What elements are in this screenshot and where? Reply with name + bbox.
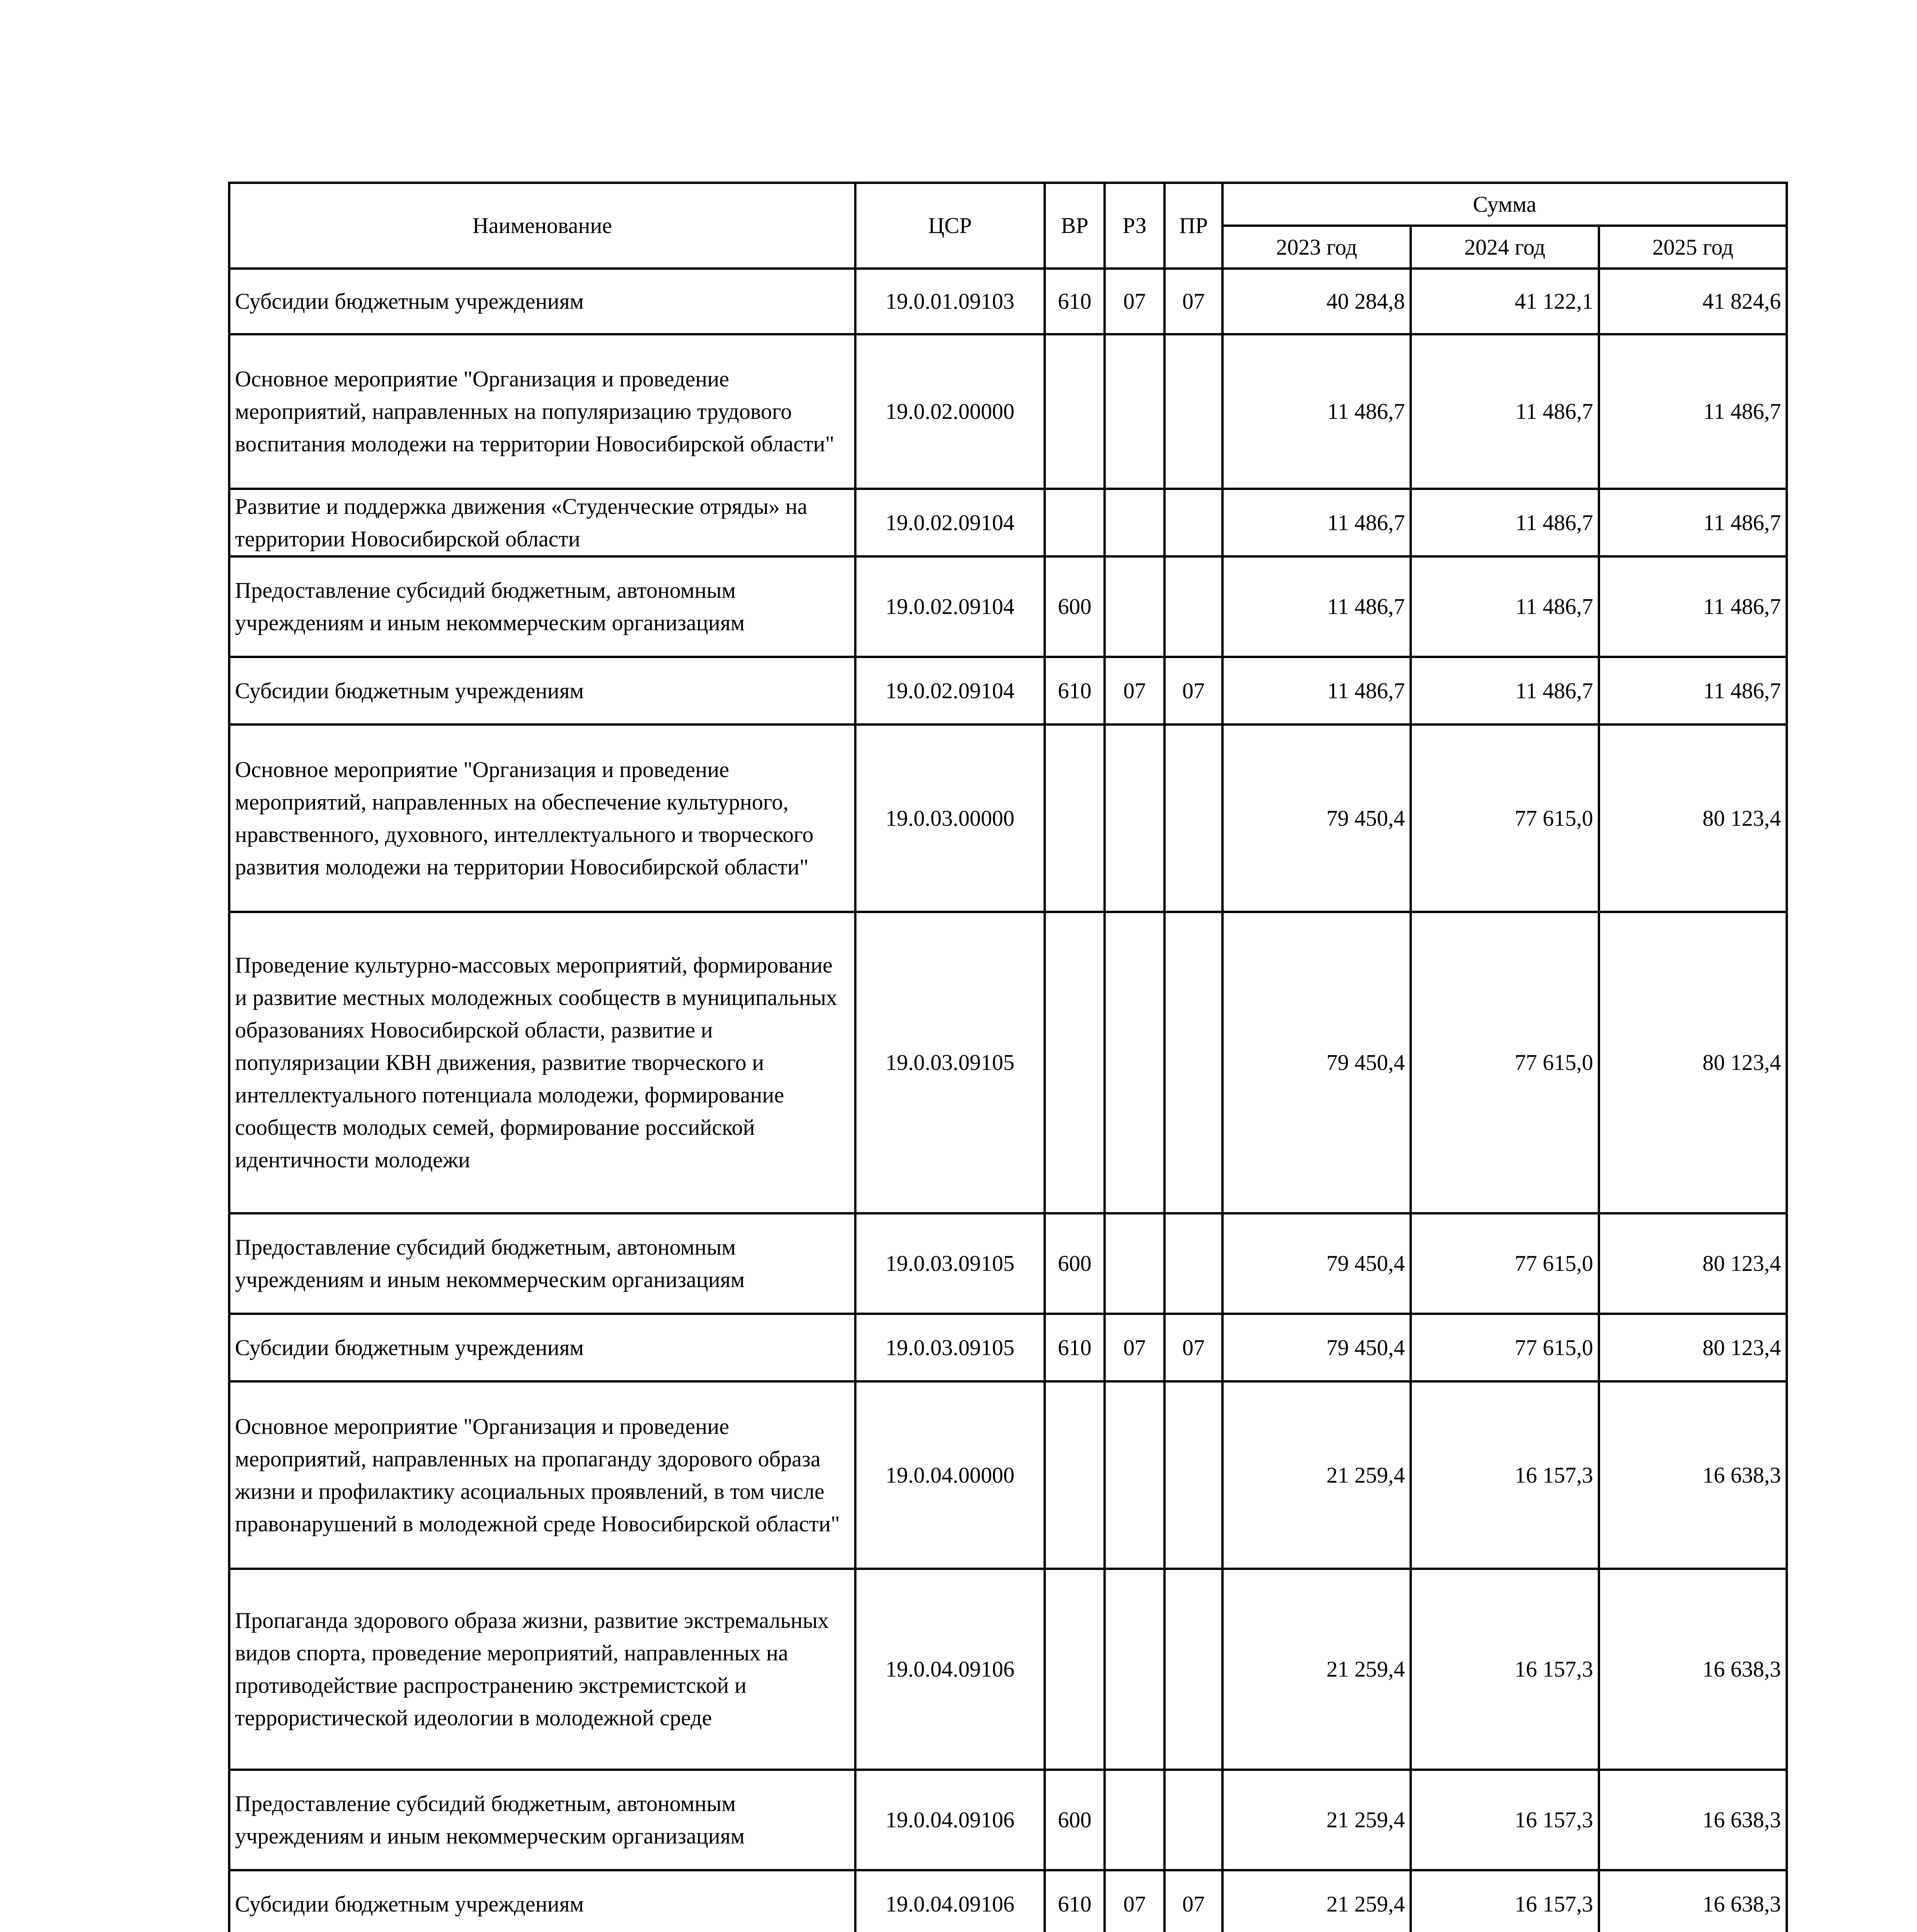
header-year-2025: 2025 год — [1599, 226, 1787, 269]
cell-pr — [1165, 1770, 1222, 1870]
table-row — [229, 912, 1787, 1213]
cell-y2023: 79 450,4 — [1222, 724, 1411, 912]
cell-y2023: 21 259,4 — [1222, 1569, 1411, 1770]
table-row — [229, 1770, 1787, 1870]
table-row — [229, 1213, 1787, 1314]
cell-y2023: 40 284,8 — [1222, 269, 1411, 334]
cell-y2024: 16 157,3 — [1411, 1770, 1599, 1870]
cell-csr: 19.0.02.00000 — [855, 334, 1045, 489]
table-row — [229, 1381, 1787, 1569]
cell-y2023: 79 450,4 — [1222, 912, 1411, 1213]
header-year-2024: 2024 год — [1411, 226, 1599, 269]
cell-rz: 07 — [1105, 657, 1165, 724]
cell-csr: 19.0.03.09105 — [855, 1314, 1045, 1381]
cell-rz — [1105, 724, 1165, 912]
cell-pr — [1165, 556, 1222, 657]
cell-csr: 19.0.02.09104 — [855, 657, 1045, 724]
cell-csr: 19.0.04.09106 — [855, 1770, 1045, 1870]
table-row — [229, 334, 1787, 489]
cell-y2023: 11 486,7 — [1222, 556, 1411, 657]
cell-rz — [1105, 1770, 1165, 1870]
cell-vr: 600 — [1045, 1770, 1105, 1870]
header-vr: ВР — [1045, 183, 1105, 269]
cell-y2023: 11 486,7 — [1222, 334, 1411, 489]
cell-vr — [1045, 1569, 1105, 1770]
cell-y2024: 16 157,3 — [1411, 1381, 1599, 1569]
header-year-2023: 2023 год — [1222, 226, 1411, 269]
cell-csr: 19.0.02.09104 — [855, 556, 1045, 657]
cell-name: Субсидии бюджетным учреждениям — [229, 657, 855, 724]
header-name: Наименование — [229, 183, 855, 269]
cell-name: Предоставление субсидий бюджетным, автономным учреждениям и иным некоммерческим организациям — [229, 1213, 855, 1314]
cell-pr — [1165, 489, 1222, 556]
cell-name: Субсидии бюджетным учреждениям — [229, 269, 855, 334]
cell-vr — [1045, 334, 1105, 489]
table-row — [229, 269, 1787, 334]
cell-y2023: 79 450,4 — [1222, 1213, 1411, 1314]
table-body — [229, 269, 1787, 1932]
cell-y2025: 16 638,3 — [1599, 1770, 1787, 1870]
cell-rz: 07 — [1105, 1870, 1165, 1932]
cell-y2025: 16 638,3 — [1599, 1870, 1787, 1932]
cell-y2024: 11 486,7 — [1411, 556, 1599, 657]
table-row — [229, 556, 1787, 657]
header-pr: ПР — [1165, 183, 1222, 269]
cell-y2023: 11 486,7 — [1222, 657, 1411, 724]
cell-y2024: 11 486,7 — [1411, 334, 1599, 489]
cell-vr — [1045, 489, 1105, 556]
cell-y2023: 11 486,7 — [1222, 489, 1411, 556]
cell-name: Субсидии бюджетным учреждениям — [229, 1314, 855, 1381]
cell-vr: 610 — [1045, 657, 1105, 724]
cell-y2024: 77 615,0 — [1411, 724, 1599, 912]
cell-rz — [1105, 1569, 1165, 1770]
cell-y2024: 77 615,0 — [1411, 1314, 1599, 1381]
cell-csr: 19.0.03.09105 — [855, 912, 1045, 1213]
header-sum: Сумма — [1222, 183, 1787, 226]
table-row — [229, 1870, 1787, 1932]
table-row — [229, 489, 1787, 556]
cell-rz — [1105, 1381, 1165, 1569]
budget-table — [228, 182, 1788, 1932]
cell-pr — [1165, 1381, 1222, 1569]
cell-pr — [1165, 912, 1222, 1213]
cell-vr: 600 — [1045, 556, 1105, 657]
cell-rz: 07 — [1105, 1314, 1165, 1381]
table-row — [229, 1569, 1787, 1770]
table-row — [229, 724, 1787, 912]
cell-y2024: 11 486,7 — [1411, 657, 1599, 724]
cell-y2023: 21 259,4 — [1222, 1870, 1411, 1932]
cell-y2023: 79 450,4 — [1222, 1314, 1411, 1381]
cell-y2024: 16 157,3 — [1411, 1870, 1599, 1932]
cell-y2025: 11 486,7 — [1599, 556, 1787, 657]
cell-vr — [1045, 1381, 1105, 1569]
cell-csr: 19.0.02.09104 — [855, 489, 1045, 556]
cell-pr — [1165, 334, 1222, 489]
cell-y2023: 21 259,4 — [1222, 1770, 1411, 1870]
cell-y2024: 16 157,3 — [1411, 1569, 1599, 1770]
cell-name: Основное мероприятие "Организация и проведение мероприятий, направленных на обеспечение культурного, нравственного, духовного, интеллектуального и творческого развития молодежи на территории Новосибирской области" — [229, 724, 855, 912]
cell-csr: 19.0.04.09106 — [855, 1569, 1045, 1770]
cell-pr: 07 — [1165, 1870, 1222, 1932]
cell-y2025: 16 638,3 — [1599, 1381, 1787, 1569]
cell-y2024: 41 122,1 — [1411, 269, 1599, 334]
cell-y2024: 77 615,0 — [1411, 912, 1599, 1213]
cell-y2025: 41 824,6 — [1599, 269, 1787, 334]
cell-vr: 610 — [1045, 269, 1105, 334]
cell-name: Субсидии бюджетным учреждениям — [229, 1870, 855, 1932]
cell-pr — [1165, 1213, 1222, 1314]
cell-y2025: 80 123,4 — [1599, 1314, 1787, 1381]
cell-y2025: 16 638,3 — [1599, 1569, 1787, 1770]
cell-name: Предоставление субсидий бюджетным, автономным учреждениям и иным некоммерческим организациям — [229, 1770, 855, 1870]
cell-y2024: 77 615,0 — [1411, 1213, 1599, 1314]
cell-pr: 07 — [1165, 1314, 1222, 1381]
cell-y2025: 11 486,7 — [1599, 334, 1787, 489]
cell-vr: 610 — [1045, 1870, 1105, 1932]
cell-rz — [1105, 334, 1165, 489]
cell-name: Основное мероприятие "Организация и проведение мероприятий, направленных на пропаганду здорового образа жизни и профилактику асоциальных проявлений, в том числе правонарушений в молодежной среде Новосибирской области" — [229, 1381, 855, 1569]
cell-csr: 19.0.04.09106 — [855, 1870, 1045, 1932]
cell-vr: 610 — [1045, 1314, 1105, 1381]
cell-csr: 19.0.03.00000 — [855, 724, 1045, 912]
cell-y2025: 11 486,7 — [1599, 489, 1787, 556]
table-row — [229, 657, 1787, 724]
cell-name: Проведение культурно-массовых мероприятий, формирование и развитие местных молодежных сообществ в муниципальных образованиях Новосибирской области, развитие и популяризации КВН движения, развитие творческого и интеллектуального потенциала молодежи, формирование сообществ молодых семей, формирование российской идентичности молодежи — [229, 912, 855, 1213]
cell-vr — [1045, 724, 1105, 912]
cell-y2025: 80 123,4 — [1599, 1213, 1787, 1314]
cell-y2025: 80 123,4 — [1599, 912, 1787, 1213]
cell-rz — [1105, 556, 1165, 657]
cell-y2025: 80 123,4 — [1599, 724, 1787, 912]
table-row — [229, 1314, 1787, 1381]
cell-vr — [1045, 912, 1105, 1213]
cell-pr — [1165, 724, 1222, 912]
cell-rz — [1105, 489, 1165, 556]
cell-name: Основное мероприятие "Организация и проведение мероприятий, направленных на популяризацию трудового воспитания молодежи на территории Новосибирской области" — [229, 334, 855, 489]
cell-name: Пропаганда здорового образа жизни, развитие экстремальных видов спорта, проведение мероприятий, направленных на противодействие распространению экстремистской и террористической идеологии в молодежной среде — [229, 1569, 855, 1770]
cell-y2023: 21 259,4 — [1222, 1381, 1411, 1569]
cell-csr: 19.0.01.09103 — [855, 269, 1045, 334]
cell-y2024: 11 486,7 — [1411, 489, 1599, 556]
header-rz: РЗ — [1105, 183, 1165, 269]
cell-rz: 07 — [1105, 269, 1165, 334]
cell-pr: 07 — [1165, 269, 1222, 334]
cell-rz — [1105, 912, 1165, 1213]
cell-name: Предоставление субсидий бюджетным, автономным учреждениям и иным некоммерческим организациям — [229, 556, 855, 657]
header-csr: ЦСР — [855, 183, 1045, 269]
table-header-row — [229, 183, 1787, 226]
cell-vr: 600 — [1045, 1213, 1105, 1314]
cell-y2025: 11 486,7 — [1599, 657, 1787, 724]
cell-csr: 19.0.03.09105 — [855, 1213, 1045, 1314]
cell-csr: 19.0.04.00000 — [855, 1381, 1045, 1569]
cell-pr — [1165, 1569, 1222, 1770]
cell-pr: 07 — [1165, 657, 1222, 724]
cell-name: Развитие и поддержка движения «Студенческие отряды» на территории Новосибирской области — [229, 489, 855, 556]
cell-rz — [1105, 1213, 1165, 1314]
